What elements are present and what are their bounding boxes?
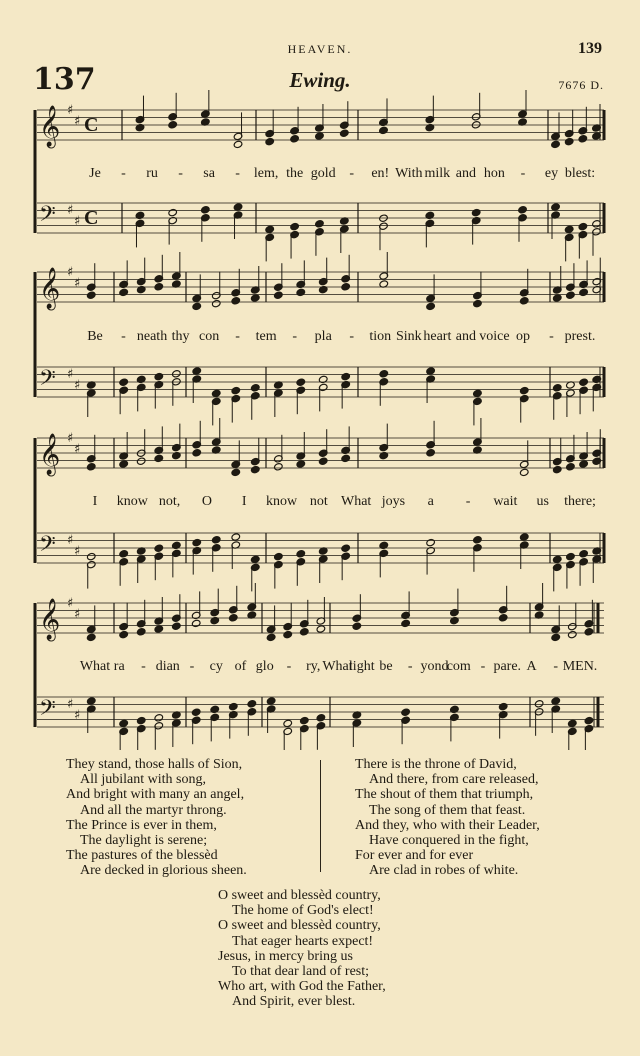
note-head [154, 625, 164, 633]
section-title: HEAVEN. [287, 42, 353, 56]
lyric-hyphen: - [121, 166, 126, 181]
note-head [518, 206, 528, 214]
note-head [154, 544, 164, 552]
note-head [552, 555, 562, 563]
note-head [191, 708, 201, 716]
note-head [119, 460, 129, 468]
lyric-syllable: pare. [493, 659, 522, 674]
note-head [316, 714, 326, 722]
note-head [86, 463, 96, 471]
lyric-hyphen: - [553, 659, 559, 674]
note-head [274, 291, 284, 299]
note-head [566, 463, 576, 471]
lyric-syllable: know [116, 494, 148, 509]
lyric-syllable: op [515, 329, 530, 344]
hymn-number: 137 [33, 62, 96, 97]
lyric-hyphen: - [292, 329, 298, 344]
lyric-syllable: light [348, 659, 375, 674]
sharp-icon: ♯ [67, 103, 74, 118]
note-head [315, 132, 325, 140]
note-head [341, 283, 351, 291]
lyric-syllable: and [455, 166, 476, 181]
lyric-syllable: prest. [564, 329, 596, 344]
bass-clef-icon: 𝄢 [39, 532, 56, 562]
verse-line: O sweet and blessèd country, [218, 918, 381, 934]
note-head [250, 384, 260, 392]
note-head [318, 457, 328, 465]
verse-line: Are clad in robes of white. [369, 863, 519, 879]
note-head [341, 372, 351, 380]
note-head [315, 220, 325, 228]
lyric-syllable: glo [255, 659, 274, 674]
lyric-hyphen: - [235, 166, 240, 181]
note-head [340, 129, 350, 137]
lyric-syllable: milk [424, 166, 451, 181]
lyric-line [30, 166, 620, 184]
note-head [119, 630, 129, 638]
note-head [192, 302, 202, 310]
lyric-syllable: tem [255, 329, 277, 344]
note-head [498, 702, 508, 710]
verse-line: And there, from care released, [369, 772, 539, 788]
note-head [233, 140, 243, 148]
verse-line: To that dear land of rest; [232, 964, 370, 980]
tune-name: Ewing. [289, 68, 351, 92]
lyric-hyphen: - [480, 659, 486, 674]
verse-line: Are decked in glorious sheen. [80, 863, 247, 879]
note-head [192, 367, 202, 375]
note-head [231, 386, 241, 394]
verse-line: They stand, those halls of Sion, [66, 757, 243, 772]
sharp-icon: ♯ [74, 114, 81, 129]
note-head [191, 619, 201, 627]
note-head [300, 628, 310, 636]
note-head [86, 552, 96, 560]
note-head [192, 449, 202, 457]
verse-line: All jubilant with song, [80, 772, 206, 788]
lyric-syllable: thy [171, 329, 190, 344]
note-head [86, 697, 96, 705]
note-head [86, 633, 96, 641]
note-head [564, 137, 574, 145]
verse-line: The daylight is serene; [80, 833, 208, 849]
lyric-line [30, 659, 620, 677]
note-head [534, 700, 544, 708]
sharp-icon: ♯ [67, 596, 74, 611]
time-signature: C [84, 114, 99, 136]
note-head [579, 460, 589, 468]
lyric-syllable: there; [564, 494, 596, 509]
note-head [119, 288, 129, 296]
lyric-syllable: pla [314, 329, 332, 344]
lyric-syllable: the [286, 166, 304, 181]
lyric-syllable: Sink [395, 329, 422, 344]
verse-line: The home of God's elect! [232, 903, 374, 919]
stanza-divider [320, 760, 321, 872]
note-head [296, 288, 306, 296]
note-head [283, 630, 293, 638]
verse-line: Who art, with God the Father, [218, 979, 386, 995]
note-head [172, 622, 182, 630]
lyric-syllable: blest: [564, 166, 596, 181]
verse-line: There is the throne of David, [355, 757, 517, 772]
note-head [247, 700, 257, 708]
lyric-syllable: What [340, 494, 372, 509]
lyric-syllable: us [536, 494, 549, 509]
lyric-line [30, 494, 620, 512]
time-signature: C [84, 207, 99, 229]
note-head [566, 552, 576, 560]
sharp-icon: ♯ [74, 378, 81, 393]
lyric-hyphen: - [549, 329, 554, 344]
lyric-syllable: ra [113, 659, 125, 674]
lyric-hyphen: - [189, 659, 195, 674]
note-head [228, 702, 238, 710]
note-head [352, 622, 362, 630]
note-head [231, 468, 241, 476]
lyric-hyphen: - [520, 166, 526, 181]
note-head [379, 126, 389, 134]
sharp-icon: ♯ [67, 265, 74, 280]
lyric-syllable: Be [87, 329, 103, 344]
lyric-hyphen: - [121, 329, 126, 344]
note-head [86, 291, 96, 299]
note-head [265, 225, 275, 233]
lyric-syllable: not [309, 494, 328, 509]
note-head [566, 291, 576, 299]
note-head [316, 625, 326, 633]
sharp-icon: ♯ [74, 708, 81, 723]
verse-line: For ever and for ever [355, 848, 474, 864]
lyric-syllable: cy [209, 659, 223, 674]
lyric-syllable: ey [544, 166, 559, 181]
lyric-syllable: wait [493, 494, 518, 509]
verse-line: The pastures of the blessèd [66, 848, 218, 864]
treble-clef-icon: 𝄞 [39, 268, 61, 309]
lyric-syllable: and [455, 329, 476, 344]
verse-line: Have conquered in the fight, [369, 833, 529, 849]
note-head [519, 468, 529, 476]
note-head [154, 283, 164, 291]
verse-line: The Prince is ever in them, [66, 817, 217, 833]
note-head [211, 389, 221, 397]
note-head [579, 378, 589, 386]
lyric-hyphen: - [407, 659, 413, 674]
lyric-hyphen: - [349, 329, 355, 344]
note-head [211, 299, 221, 307]
note-head [201, 206, 211, 214]
lyric-syllable: hon [483, 166, 505, 181]
lyric-syllable: What [79, 659, 111, 674]
lyric-syllable: dian [155, 659, 180, 674]
lyric-syllable: yond [420, 659, 449, 674]
note-head [579, 288, 589, 296]
bass-clef-icon: 𝄢 [39, 366, 56, 396]
note-head [401, 619, 411, 627]
lyric-hyphen: - [465, 494, 471, 509]
note-head [250, 465, 260, 473]
treble-clef-icon: 𝄞 [39, 599, 61, 640]
note-head [519, 533, 529, 541]
note-head [401, 708, 411, 716]
lyric-hyphen: - [235, 329, 240, 344]
sharp-icon: ♯ [67, 431, 74, 446]
note-head [231, 297, 241, 305]
sharp-icon: ♯ [67, 203, 74, 218]
lyric-syllable: heart [423, 329, 452, 344]
treble-clef-icon: 𝄞 [39, 106, 61, 147]
note-head [551, 203, 561, 211]
lyric-syllable: en! [371, 166, 390, 181]
note-head [498, 614, 508, 622]
lyric-syllable: Je [89, 166, 101, 181]
lyric-syllable: A [526, 659, 537, 674]
note-head [473, 299, 483, 307]
stanza-3 [355, 757, 540, 879]
note-head [578, 222, 588, 230]
verse-line: And they, who with their Leader, [355, 817, 540, 833]
note-head [228, 614, 238, 622]
note-head [231, 533, 241, 541]
sharp-icon: ♯ [74, 544, 81, 559]
note-head [136, 457, 146, 465]
note-head [290, 222, 300, 230]
verse-line: O sweet and blessèd country, [218, 888, 381, 903]
note-head [296, 378, 306, 386]
sharp-icon: ♯ [67, 367, 74, 382]
lyric-syllable: O [201, 494, 212, 509]
lyric-syllable: know [265, 494, 298, 509]
note-head [568, 719, 578, 727]
note-head [473, 389, 483, 397]
lyric-syllable: With [395, 166, 423, 181]
note-head [250, 555, 260, 563]
meter: 7676 D. [558, 78, 604, 92]
lyric-syllable: What [322, 659, 353, 674]
note-head [154, 714, 164, 722]
note-head [274, 463, 284, 471]
note-head [266, 697, 276, 705]
note-head [300, 716, 310, 724]
note-head [579, 550, 589, 558]
note-head [473, 536, 483, 544]
note-head [552, 294, 562, 302]
page-number: 139 [578, 40, 602, 57]
lyric-syllable: of [234, 659, 247, 674]
note-head [136, 716, 146, 724]
lyric-syllable: a [427, 494, 434, 509]
lyric-hyphen: - [141, 659, 146, 674]
note-head [471, 208, 481, 216]
note-head [552, 384, 562, 392]
note-head [426, 449, 436, 457]
note-head [341, 454, 351, 462]
sharp-icon: ♯ [67, 697, 74, 712]
sharp-icon: ♯ [67, 533, 74, 548]
note-head [578, 135, 588, 143]
lyric-syllable: con [199, 329, 220, 344]
note-head [119, 378, 129, 386]
note-head [250, 294, 260, 302]
note-head [290, 135, 300, 143]
note-head [119, 550, 129, 558]
note-head [192, 538, 202, 546]
lyric-syllable: tion [369, 329, 392, 344]
note-head [426, 302, 436, 310]
sharp-icon: ♯ [74, 214, 81, 229]
lyric-syllable: com [446, 659, 471, 674]
lyric-syllable: be [379, 659, 393, 674]
note-head [551, 633, 561, 641]
verse-line: The song of them that feast. [369, 802, 526, 818]
lyric-syllable: gold [310, 166, 336, 181]
lyric-line [30, 329, 620, 347]
note-head [519, 297, 529, 305]
lyric-syllable: not, [158, 494, 181, 509]
note-head [168, 121, 178, 129]
note-head [519, 386, 529, 394]
note-head [296, 460, 306, 468]
lyric-syllable: ru [146, 166, 158, 181]
verse-line: And all the martyr throng. [80, 802, 227, 818]
note-head [154, 454, 164, 462]
lyric-hyphen: - [178, 166, 183, 181]
lyric-hyphen: - [349, 166, 355, 181]
note-head [552, 465, 562, 473]
lyric-syllable: neath [136, 329, 168, 344]
lyric-syllable: voice [479, 329, 510, 344]
note-head [211, 536, 221, 544]
bass-clef-icon: 𝄢 [39, 696, 56, 726]
note-head [379, 370, 389, 378]
stanza-2 [66, 757, 247, 879]
note-head [168, 208, 178, 216]
lyric-syllable: joys [381, 494, 406, 509]
note-head [564, 225, 574, 233]
note-head [154, 372, 164, 380]
stanza-4 [218, 888, 386, 1010]
note-head [551, 697, 561, 705]
note-head [265, 137, 275, 145]
lyric-hyphen: - [286, 659, 292, 674]
note-head [119, 719, 129, 727]
sharp-icon: ♯ [74, 607, 81, 622]
verse-line: That eager hearts expect! [232, 933, 374, 949]
note-head [266, 633, 276, 641]
verse-line: And bright with many an angel, [66, 787, 245, 803]
lyric-syllable: I [241, 494, 247, 509]
lyric-syllable: ry, [306, 659, 321, 674]
note-head [584, 716, 594, 724]
note-head [172, 370, 182, 378]
lyric-syllable: lem, [253, 166, 279, 181]
verse-line: And Spirit, ever blest. [232, 994, 356, 1010]
note-head [568, 630, 578, 638]
note-head [426, 367, 436, 375]
lyric-syllable: sa [203, 166, 215, 181]
note-head [426, 538, 436, 546]
note-head [233, 203, 243, 211]
bass-clef-icon: 𝄢 [39, 202, 56, 232]
note-head [136, 628, 146, 636]
sharp-icon: ♯ [74, 442, 81, 457]
lyric-syllable: I [92, 494, 98, 509]
note-head [283, 719, 293, 727]
sharp-icon: ♯ [74, 276, 81, 291]
note-head [341, 544, 351, 552]
lyric-syllable: MEN. [562, 659, 598, 674]
treble-clef-icon: 𝄞 [39, 434, 61, 475]
note-head [296, 550, 306, 558]
note-head [551, 140, 561, 148]
note-head [584, 628, 594, 636]
verse-line: The shout of them that triumph, [355, 787, 534, 803]
note-head [274, 552, 284, 560]
verse-line: Jesus, in mercy bring us [218, 948, 353, 964]
